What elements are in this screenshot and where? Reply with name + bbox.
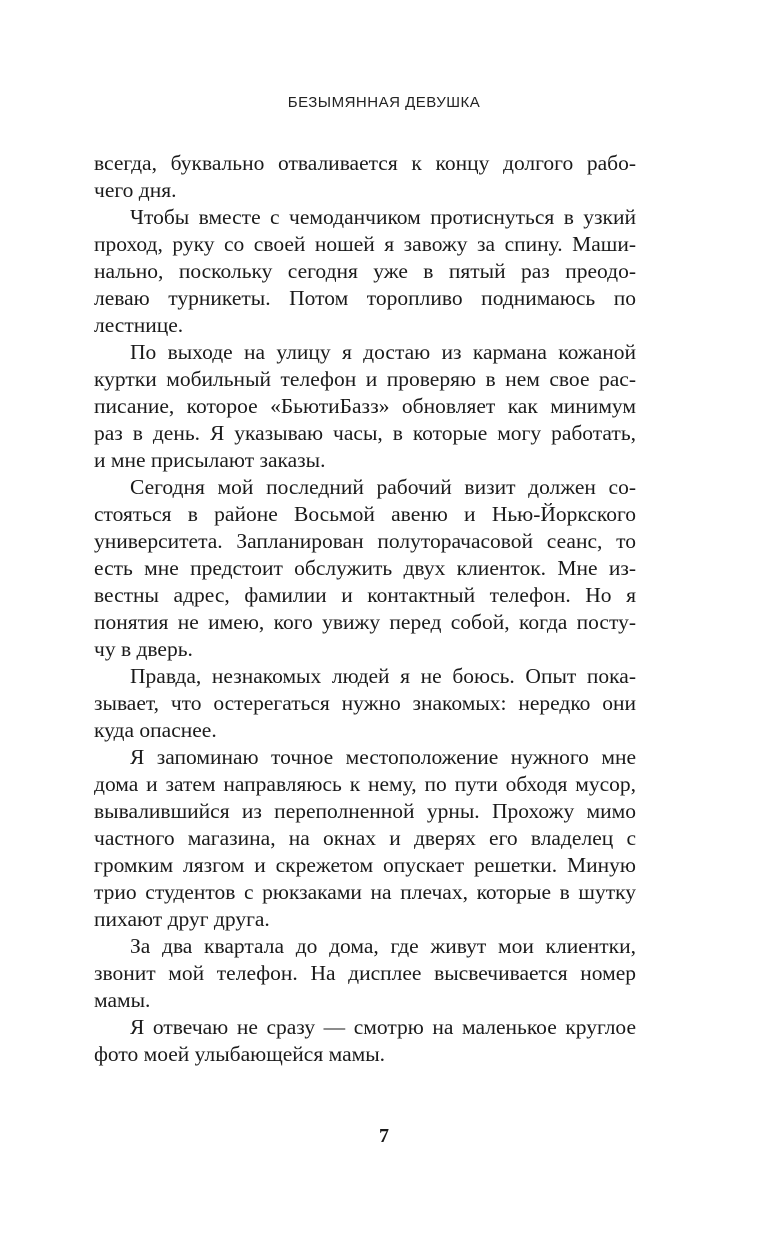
text-line: понятия не имею, кого увижу перед собой, когда посту- [94, 610, 636, 634]
text-line: вывалившийся из переполненной урны. Прохожу мимо [94, 799, 636, 823]
text-line: Я отвечаю не сразу — смотрю на маленькое круглое [130, 1015, 636, 1039]
text-line: проход, руку со своей ношей я завожу за спину. Маши- [94, 232, 636, 256]
text-line: и мне присылают заказы. [94, 448, 326, 472]
text-line: По выходе на улицу я достаю из кармана кожаной [130, 340, 636, 364]
text-line: Чтобы вместе с чемоданчиком протиснуться в узкий [130, 205, 636, 229]
text-line: куртки мобильный телефон и проверяю в нем свое рас- [94, 367, 636, 391]
text-line: всегда, буквально отваливается к концу долгого рабо- [94, 151, 636, 175]
text-line: писание, которое «БьютиБазз» обновляет как минимум [94, 394, 636, 418]
text-line: есть мне предстоит обслужить двух клиенток. Мне из- [94, 556, 636, 580]
text-line: чу в дверь. [94, 637, 193, 661]
text-line: чего дня. [94, 178, 177, 202]
text-line: зывает, что остерегаться нужно знакомых: нередко они [94, 691, 636, 715]
running-head: БЕЗЫМЯННАЯ ДЕВУШКА [287, 94, 481, 111]
text-line: трио студентов с рюкзаками на плечах, которые в шутку [94, 880, 636, 904]
page-number: 7 [379, 1125, 389, 1147]
text-line: университета. Запланирован полуторачасовой сеанс, то [94, 529, 636, 553]
text-line: частного магазина, на окнах и дверях его владелец с [94, 826, 636, 850]
text-line: лестнице. [94, 313, 184, 337]
text-line: Правда, незнакомых людей я не боюсь. Опыт пока- [130, 664, 636, 688]
text-line: раз в день. Я указываю часы, в которые могу работать, [94, 421, 636, 445]
text-line: куда опаснее. [94, 718, 217, 742]
text-line: звонит мой телефон. На дисплее высвечивается номер [94, 961, 636, 985]
text-line: стояться в районе Восьмой авеню и Нью-Йоркского [94, 502, 636, 526]
text-line: Сегодня мой последний рабочий визит должен со- [130, 475, 636, 499]
text-line: пихают друг друга. [94, 907, 270, 931]
body-text [94, 150, 636, 1068]
text-line: леваю турникеты. Потом торопливо поднимаюсь по [94, 286, 636, 310]
text-line: дома и затем направляюсь к нему, по пути обходя мусор, [94, 772, 636, 796]
text-line: За два квартала до дома, где живут мои клиентки, [130, 934, 636, 958]
text-line: громким лязгом и скрежетом опускает решетки. Миную [94, 853, 636, 877]
text-line: Я запоминаю точное местоположение нужного мне [130, 745, 636, 769]
text-line: фото моей улыбающейся мамы. [94, 1042, 386, 1066]
text-line: вестны адрес, фамилии и контактный телефон. Но я [94, 583, 636, 607]
text-line: мамы. [94, 988, 151, 1012]
text-line: нально, поскольку сегодня уже в пятый раз преодо- [94, 259, 636, 283]
